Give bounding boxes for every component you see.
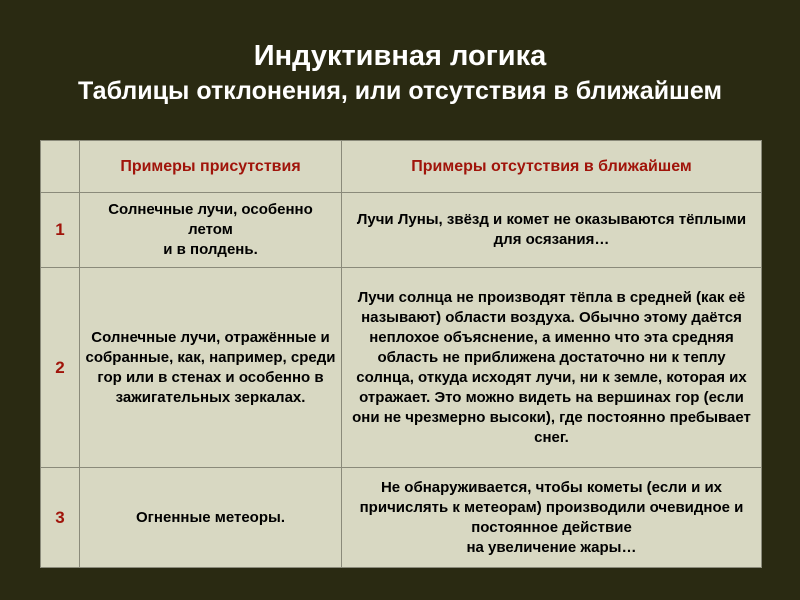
- absence-cell: Не обнаруживается, чтобы кометы (если и их причислять к метеорам) производили очевидное и постоянное действие на увеличение жары…: [342, 468, 762, 568]
- table-row: [41, 468, 762, 568]
- row-number: 2: [41, 268, 80, 468]
- header-presence: Примеры присутствия: [80, 141, 342, 193]
- absence-cell: Лучи Луны, звёзд и комет не оказываются тёплыми для осязания…: [342, 193, 762, 268]
- row-number: 3: [41, 468, 80, 568]
- header-absence: Примеры отсутствия в ближайшем: [342, 141, 762, 193]
- absence-cell: Лучи солнца не производят тёпла в средней (как её называют) области воздуха. Обычно этому даётся неплохое объяснение, а именно что эта средняя область не приближена достаточно ни к теплу солнца, откуда исходят лучи, ни к земле, которая их отражает. Это можно видеть на вершинах гор (если они не чрезмерно высоки), где постоянно пребывает снег.: [342, 268, 762, 468]
- induction-table: [40, 140, 762, 568]
- slide-title: [0, 38, 800, 106]
- table-row: [41, 193, 762, 268]
- table-header-row: [41, 141, 762, 193]
- title-main: Индуктивная логика: [253, 40, 547, 72]
- presence-cell: Солнечные лучи, особенно летом и в полдень.: [80, 193, 342, 268]
- header-corner-cell: [41, 141, 80, 193]
- title-subtitle: Таблицы отклонения, или отсутствия в ближайшем: [78, 77, 722, 105]
- table-row: [41, 268, 762, 468]
- presence-cell: Огненные метеоры.: [80, 468, 342, 568]
- row-number: 1: [41, 193, 80, 268]
- presence-cell: Солнечные лучи, отражённые и собранные, как, например, среди гор или в стенах и особенно в зажигательных зеркалах.: [80, 268, 342, 468]
